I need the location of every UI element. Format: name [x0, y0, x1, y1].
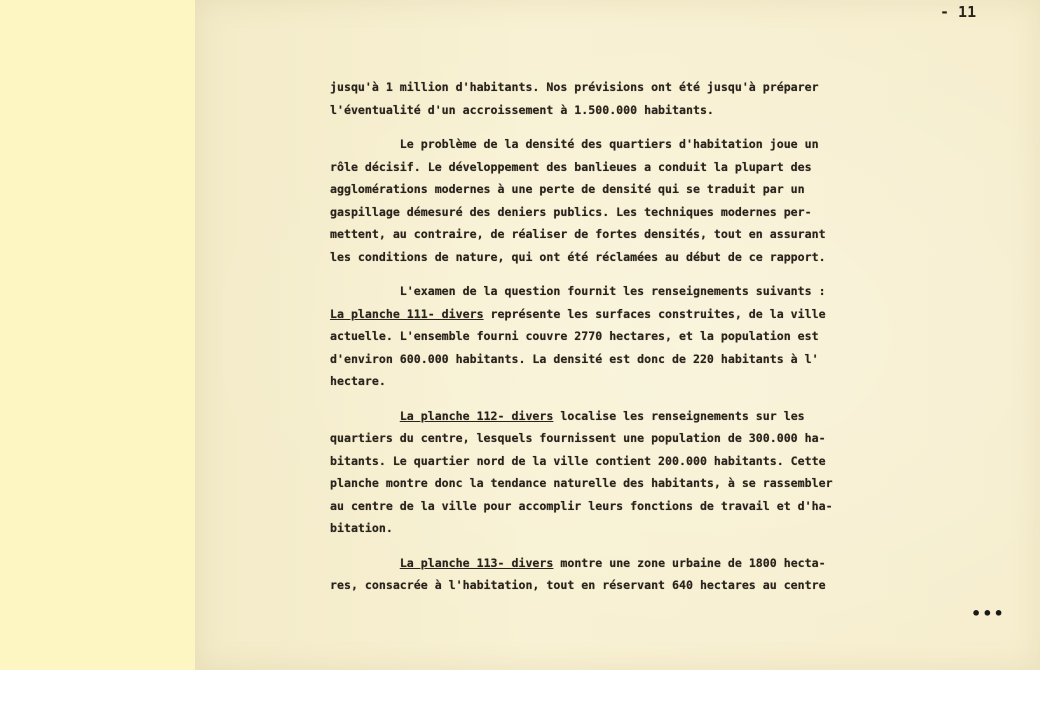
text-line-rest: représente les surfaces construites, de la ville — [483, 306, 826, 321]
text-line: mettent, au contraire, de réaliser de fortes densités, tout en assurant — [330, 227, 826, 241]
text-line: res, consacrée à l'habitation, tout en réservant 640 hectares au centre — [330, 578, 826, 592]
text-line: planche montre donc la tendance naturelle des habitants, à se rassembler — [330, 476, 833, 490]
text-line: agglomérations modernes à une perte de densité qui se traduit par un — [330, 182, 805, 196]
text-line: Le problème de la densité des quartiers d'habitation joue un — [330, 137, 819, 151]
text-line — [330, 303, 915, 326]
plate-reference: La planche 112- divers — [399, 408, 554, 423]
text-line-rest: montre une zone urbaine de 1800 hecta- — [553, 555, 826, 570]
more-options-button[interactable]: ••• — [971, 604, 1005, 623]
body-text — [330, 76, 915, 597]
text-line — [330, 552, 915, 575]
plate-reference: La planche 113- divers — [399, 555, 554, 570]
text-line: bitants. Le quartier nord de la ville contient 200.000 habitants. Cette — [330, 453, 826, 468]
text-line: d'environ 600.000 habitants. La densité est donc de 220 habitants à l' — [330, 351, 819, 366]
text-line: gaspillage démesuré des deniers publics. Les techniques modernes per- — [330, 204, 812, 219]
text-line: rôle décisif. Le développement des banlieues a conduit la plupart des — [330, 159, 812, 174]
indent — [330, 556, 400, 570]
text-line: l'éventualité d'un accroissement à 1.500.000 habitants. — [330, 102, 714, 117]
document-page — [195, 0, 1040, 670]
plate-reference: La planche 111- divers — [330, 306, 484, 321]
text-line: quartiers du centre, lesquels fournissent une population de 300.000 ha- — [330, 431, 826, 445]
page-number: - 11 — [940, 3, 977, 21]
text-line: bitation. — [330, 521, 393, 535]
left-margin — [0, 0, 195, 670]
text-line: L'examen de la question fournit les renseignements suivants : — [330, 284, 826, 298]
text-line: les conditions de nature, qui ont été réclamées au début de ce rapport. — [330, 249, 826, 264]
indent — [330, 409, 400, 423]
text-line: au centre de la ville pour accomplir leurs fonctions de travail et d'ha- — [330, 498, 833, 513]
text-line — [330, 405, 915, 428]
text-line: actuelle. L'ensemble fourni couvre 2770 hectares, et la population est — [330, 329, 819, 343]
text-line-rest: localise les renseignements sur les — [553, 408, 805, 423]
text-line: jusqu'à 1 million d'habitants. Nos prévisions ont été jusqu'à préparer — [330, 80, 819, 94]
text-line: hectare. — [330, 374, 386, 388]
